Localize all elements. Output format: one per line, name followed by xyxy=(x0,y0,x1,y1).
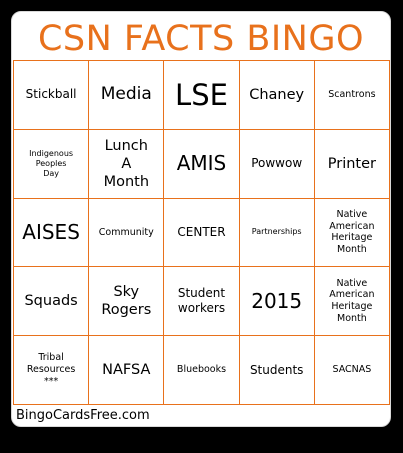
card-title: CSN FACTS BINGO xyxy=(37,19,365,59)
cell-r5-c1[interactable]: Tribal Resources *** xyxy=(14,336,89,405)
bingo-card xyxy=(11,11,391,427)
footer-credit: BingoCardsFree.com xyxy=(16,408,150,423)
cell-r1-c4[interactable]: Chaney xyxy=(240,61,315,130)
cell-r3-c5[interactable]: Native American Heritage Month xyxy=(315,199,390,268)
cell-r4-c5[interactable]: Native American Heritage Month xyxy=(315,267,390,336)
cell-r5-c5[interactable]: SACNAS xyxy=(315,336,390,405)
cell-r2-c2[interactable]: Lunch A Month xyxy=(89,130,164,199)
cell-r5-c4[interactable]: Students xyxy=(240,336,315,405)
cell-r5-c2[interactable]: NAFSA xyxy=(89,336,164,405)
cell-r4-c1[interactable]: Squads xyxy=(14,267,89,336)
cell-r4-c3[interactable]: Student workers xyxy=(164,267,239,336)
bingo-grid xyxy=(13,60,390,405)
cell-r1-c2[interactable]: Media xyxy=(89,61,164,130)
cell-r5-c3[interactable]: Bluebooks xyxy=(164,336,239,405)
cell-r2-c3[interactable]: AMIS xyxy=(164,130,239,199)
cell-r3-c4[interactable]: Partnerships xyxy=(240,199,315,268)
cell-r1-c5[interactable]: Scantrons xyxy=(315,61,390,130)
cell-r1-c1[interactable]: Stickball xyxy=(14,61,89,130)
cell-r2-c1[interactable]: Indigenous Peoples Day xyxy=(14,130,89,199)
cell-r2-c4[interactable]: Powwow xyxy=(240,130,315,199)
cell-r3-c3[interactable]: CENTER xyxy=(164,199,239,268)
cell-r4-c4[interactable]: 2015 xyxy=(240,267,315,336)
cell-r3-c1[interactable]: AISES xyxy=(14,199,89,268)
cell-r2-c5[interactable]: Printer xyxy=(315,130,390,199)
cell-r1-c3[interactable]: LSE xyxy=(164,61,239,130)
cell-r3-c2[interactable]: Community xyxy=(89,199,164,268)
cell-r4-c2[interactable]: Sky Rogers xyxy=(89,267,164,336)
